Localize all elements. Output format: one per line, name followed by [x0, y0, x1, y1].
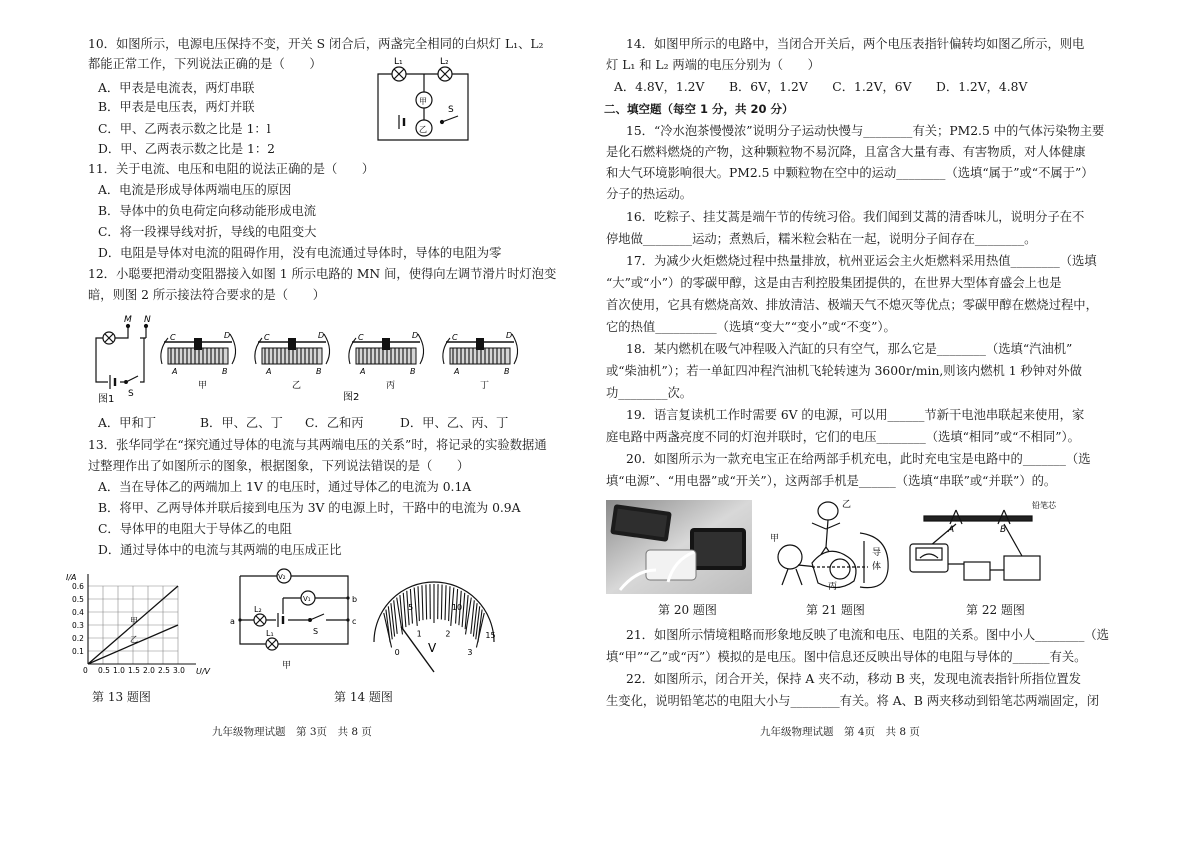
q10-switch-label: S [448, 105, 454, 115]
chart-x-tick: 0 [83, 666, 88, 675]
rheostat-b-label: B [316, 367, 322, 376]
q13-caption: 第 13 题图 [92, 690, 151, 704]
q11-stem: 11．关于电流、电压和电阻的说法正确的是（ ） [88, 162, 375, 176]
q15-line3: 和大气环境影响很大。PM2.5 中颗粒物在空中的运动________（选填“属于”或“不属于”） [606, 166, 1094, 180]
q19-line1: 19．语言复读机工作时需要 6V 的电源，可以用______节新干电池串联起来使用，家 [626, 408, 1085, 422]
rheostat-b-label: B [222, 367, 228, 376]
rheostat-c-label: C [358, 333, 364, 342]
q18-line3: 功________次。 [606, 386, 693, 400]
q15-line1: 15．“冷水泡茶慢慢浓”说明分子运动快慢与________有关；PM2.5 中的气体污染物主要 [626, 124, 1105, 138]
right-page [600, 0, 1200, 849]
rheostat-a-label: A [172, 367, 178, 376]
q12-stem-line2: 暗，则图 2 所示接法符合要求的是（ ） [88, 288, 325, 302]
voltmeter-tick [426, 585, 427, 620]
q14-s-label: S [313, 627, 319, 636]
q22-line2: 生变化，说明铅笔芯的电阻大小与________有关。将 A、B 两夹移动到铅笔芯两端固定，闭 [606, 694, 1100, 708]
voltmeter-tick [441, 585, 442, 620]
q13-option-c: C．导体甲的电阻大于导体乙的电阻 [98, 522, 292, 536]
fig22-a-label: A [948, 525, 955, 535]
rheostat-slider [382, 338, 390, 350]
q10-circuit-diagram [372, 57, 482, 152]
rheostat-slider [194, 338, 202, 350]
q11-option-a: A．电流是形成导体两端电压的原因 [98, 183, 292, 197]
rheostat-d-label: D [318, 331, 325, 340]
q13-stem-line2: 过整理作出了如图所示的图象，根据图象，下列说法错误的是（ ） [88, 459, 470, 473]
q12-m-label: M [124, 315, 132, 325]
fig21-caption: 第 21 题图 [806, 603, 865, 617]
q10-l1-label: L₁ [394, 57, 403, 67]
q13-iu-chart [62, 566, 222, 681]
chart-y-label: I/A [66, 573, 77, 582]
rheostat-a-label: A [454, 367, 460, 376]
q18-line2: 或“柴油机”）；若一单缸四冲程汽油机飞轮转速为 3600r/min,则该内燃机 1 秒钟对外做 [606, 364, 1082, 378]
q11-option-b: B．导体中的负电荷定向移动能形成电流 [98, 204, 317, 218]
voltmeter-top-tick: 5 [408, 602, 414, 612]
voltmeter-tick [403, 593, 406, 627]
voltmeter-top-tick: 10 [451, 602, 463, 612]
rheostat-d-label: D [224, 331, 231, 340]
chart-x-tick: 2.0 [143, 666, 155, 675]
rheostat-yi [255, 331, 330, 391]
q14-l1-label: L₁ [266, 629, 274, 638]
fig22-b-label: B [1000, 525, 1007, 535]
q10-option-d: D．甲、乙两表示数之比是 1：2 [98, 142, 275, 156]
q16-line1: 16．吃粽子、挂艾蒿是端午节的传统习俗。我们闻到艾蒿的清香味儿，说明分子在不 [626, 210, 1085, 224]
rheostat-wire-right [512, 334, 518, 364]
q12-fig1-caption: 图1 [98, 394, 115, 405]
q14-l2-label: L₂ [254, 605, 262, 614]
q22-line1: 22．如图所示，闭合开关，保持 A 夹不动，移动 B 夹，发现电流表指针所指位置发 [626, 672, 1081, 686]
q10-meter-yi: 乙 [419, 125, 427, 134]
voltmeter-bottom-tick: 3 [467, 648, 473, 657]
q10-l2-label: L₂ [440, 57, 449, 67]
rheostat-b-label: B [504, 367, 510, 376]
chart-y-tick: 0.6 [72, 582, 84, 591]
q14-circuit-jia [228, 566, 358, 671]
rheostat-name-label: 丁 [480, 381, 490, 391]
chart-y-tick: 0.5 [72, 595, 84, 604]
q14-v1-label: V₁ [303, 595, 311, 603]
q12-n-label: N [144, 315, 151, 325]
chart-x-tick: 2.5 [158, 666, 170, 675]
fig22-pencil-circuit [904, 500, 1056, 596]
q14-caption: 第 14 题图 [334, 690, 393, 704]
left-footer: 九年级物理试题 第 3页 共 8 页 [212, 726, 372, 738]
fig21-yi-label: 乙 [842, 500, 852, 510]
chart-x-tick: 1.5 [128, 666, 140, 675]
fig21-bing-label: 丙 [828, 582, 838, 592]
fig20-caption: 第 20 题图 [658, 603, 717, 617]
voltmeter-tick [462, 593, 465, 627]
q15-line2: 是化石燃料燃烧的产物，这种颗粒物不易沉降，且富含大量有毒、有害物质，对人体健康 [606, 145, 1086, 159]
voltmeter-unit: V [428, 641, 437, 655]
chart-x-tick: 1.0 [113, 666, 125, 675]
q19-line2: 庭电路中两盏亮度不同的灯泡并联时，它们的电压________（选填“相同”或“不相同”）。 [606, 430, 1080, 444]
q14-v2-label: V₂ [278, 573, 286, 581]
voltmeter-tick [418, 586, 419, 621]
q14-jia-label: 甲 [282, 661, 292, 671]
rheostat-c-label: C [170, 333, 176, 342]
q11-option-d: D．电阻是导体对电流的阻碍作用，没有电流通过导体时，导体的电阻为零 [98, 246, 502, 260]
q20-line2: 填“电源”、“用电器”或“开关”），这两部手机是______（选填“串联”或“并联”）的。 [606, 474, 1057, 488]
voltmeter-tick [449, 586, 450, 621]
rheostat-a-label: A [266, 367, 272, 376]
voltmeter-tick [476, 613, 484, 648]
q10-meter-jia: 甲 [419, 97, 427, 106]
fig21-jia-label: 甲 [770, 534, 780, 544]
q12-option-b: B．甲、乙、丁 [200, 416, 283, 430]
q15-line4: 分子的热运动。 [606, 187, 693, 201]
rheostat-wire-right [324, 334, 330, 364]
q13-option-b: B．将甲、乙两导体并联后接到电压为 3V 的电源上时，干路中的电流为 0.9A [98, 501, 521, 515]
rheostat-wire-right [230, 334, 236, 364]
q12-stem-line1: 12．小聪要把滑动变阻器接入如图 1 所示电路的 MN 间，使得向左调节滑片时灯泡变 [88, 267, 557, 281]
q14-c-label: c [352, 617, 357, 626]
rheostat-slider [476, 338, 484, 350]
fig21-daoti-char2: 体 [872, 562, 882, 572]
q18-line1: 18．某内燃机在吸气冲程吸入汽缸的只有空气，那么它是________（选填“汽油机” [626, 342, 1073, 356]
chart-series-label: 乙 [130, 634, 138, 644]
chart-y-tick: 0.4 [72, 608, 84, 617]
q11-option-c: C．将一段裸导线对折，导线的电阻变大 [98, 225, 317, 239]
right-footer: 九年级物理试题 第 4页 共 8 页 [760, 726, 920, 738]
q10-option-c: C．甲、乙两表示数之比是 1：l [98, 122, 271, 136]
fig22-caption: 第 22 题图 [966, 603, 1025, 617]
q12-fig2-caption: 图2 [343, 392, 360, 403]
q12-option-c: C．乙和丙 [305, 416, 364, 430]
rheostat-d-label: D [506, 331, 513, 340]
voltmeter-top-tick: 15 [485, 631, 496, 640]
fig21-daoti-char1: 导 [872, 548, 882, 558]
voltmeter-tick [414, 587, 417, 625]
q14-b-label: b [352, 595, 358, 604]
q21-line1: 21．如图所示情境粗略而形象地反映了电流和电压、电阻的关系。图中小人________（选 [626, 628, 1109, 642]
q14-options: A．4.8V，1.2V B．6V，1.2V C．1.2V，6V D．1.2V，4.8V [614, 80, 1028, 94]
rheostat-name-label: 丙 [386, 381, 396, 391]
voltmeter-tick [445, 585, 446, 620]
q12-figure2-rheostats [160, 330, 530, 405]
voltmeter-bottom-tick: 2 [445, 629, 451, 639]
chart-y-tick: 0.3 [72, 621, 84, 630]
rheostat-bing [349, 331, 424, 391]
voltmeter-tick [384, 613, 392, 648]
q12-s-label: S [128, 389, 134, 399]
q21-line2: 填“甲”“乙”或“丙”）模拟的是电压。图中信息还反映出导体的电阻与导体的______有关。 [606, 650, 1087, 664]
q10-stem-line2: 都能正常工作，下列说法正确的是（ ） [88, 57, 322, 71]
q10-stem-line1: 10．如图所示，电源电压保持不变，开关 S 闭合后，两盏完全相同的白炽灯 L₁、L₂ [88, 37, 544, 51]
rheostat-slider [288, 338, 296, 350]
q14-a-label: a [230, 617, 235, 626]
q13-stem-line1: 13．张华同学在“探究通过导体的电流与其两端电压的关系”时，将记录的实验数据通 [88, 438, 547, 452]
rheostat-name-label: 乙 [292, 381, 302, 391]
q13-option-a: A．当在导体乙的两端加上 1V 的电压时，通过导体乙的电流为 0.1A [98, 480, 472, 494]
q14-stem-line2: 灯 L₁ 和 L₂ 两端的电压分别为（ ） [606, 58, 820, 72]
section2-heading: 二、填空题（每空 1 分，共 20 分） [604, 102, 794, 116]
rheostat-wire-right [418, 334, 424, 364]
q10-option-a: A．甲表是电流表，两灯串联 [98, 81, 255, 95]
voltmeter-bottom-tick: 1 [416, 629, 422, 639]
q17-line2: “大”或“小”）的零碳甲醇，这是由吉利控股集团提供的，在世界大型体育盛会上也是 [606, 276, 1062, 290]
q14-voltmeter-yi [364, 576, 504, 676]
rheostat-jia [161, 331, 236, 391]
q20-line1: 20．如图所示为一款充电宝正在给两部手机充电，此时充电宝是电路中的_______（选 [626, 452, 1091, 466]
chart-x-label: U/V [196, 667, 211, 676]
q17-line3: 首次使用，它具有燃烧高效、排放清洁、极端天气不熄灭等优点；零碳甲醇在燃烧过程中， [606, 298, 1098, 312]
q17-line4: 它的热值__________（选填“变大”“变小”或“不变”）。 [606, 320, 896, 334]
fig21-cartoon [768, 497, 892, 595]
q16-line2: 停地做________运动；煮熟后，糯米粒会粘在一起，说明分子间存在________。 [606, 232, 1037, 246]
fig22-pencil-label: 铅笔芯 [1032, 501, 1056, 510]
chart-x-tick: 0.5 [98, 666, 110, 675]
chart-y-tick: 0.1 [72, 647, 84, 656]
voltmeter-tick [422, 585, 423, 620]
rheostat-b-label: B [410, 367, 416, 376]
q12-option-d: D．甲、乙、丙、丁 [400, 416, 509, 430]
rheostat-d-label: D [412, 331, 419, 340]
rheostat-name-label: 甲 [198, 381, 208, 391]
rheostat-c-label: C [264, 333, 270, 342]
q17-line1: 17．为减少火炬燃烧过程中热量排放，杭州亚运会主火炬燃料采用热值________（选填 [626, 254, 1097, 268]
rheostat-a-label: A [360, 367, 366, 376]
chart-x-tick: 3.0 [173, 666, 185, 675]
rheostat-c-label: C [452, 333, 458, 342]
q13-option-d: D．通过导体中的电流与其两端的电压成正比 [98, 543, 342, 557]
voltmeter-bottom-tick: 0 [394, 648, 400, 657]
q14-stem-line1: 14．如图甲所示的电路中，当闭合开关后，两个电压表指针偏转均如图乙所示，则电 [626, 37, 1085, 51]
chart-y-tick: 0.2 [72, 634, 84, 643]
chart-series-label: 甲 [130, 616, 138, 626]
q10-option-b: B．甲表是电压表，两灯并联 [98, 100, 255, 114]
q12-option-a: A．甲和丁 [98, 416, 157, 430]
fig20-powerbank-photo [606, 500, 752, 594]
rheostat-ding [443, 331, 518, 391]
q12-figure1-circuit [84, 312, 154, 405]
